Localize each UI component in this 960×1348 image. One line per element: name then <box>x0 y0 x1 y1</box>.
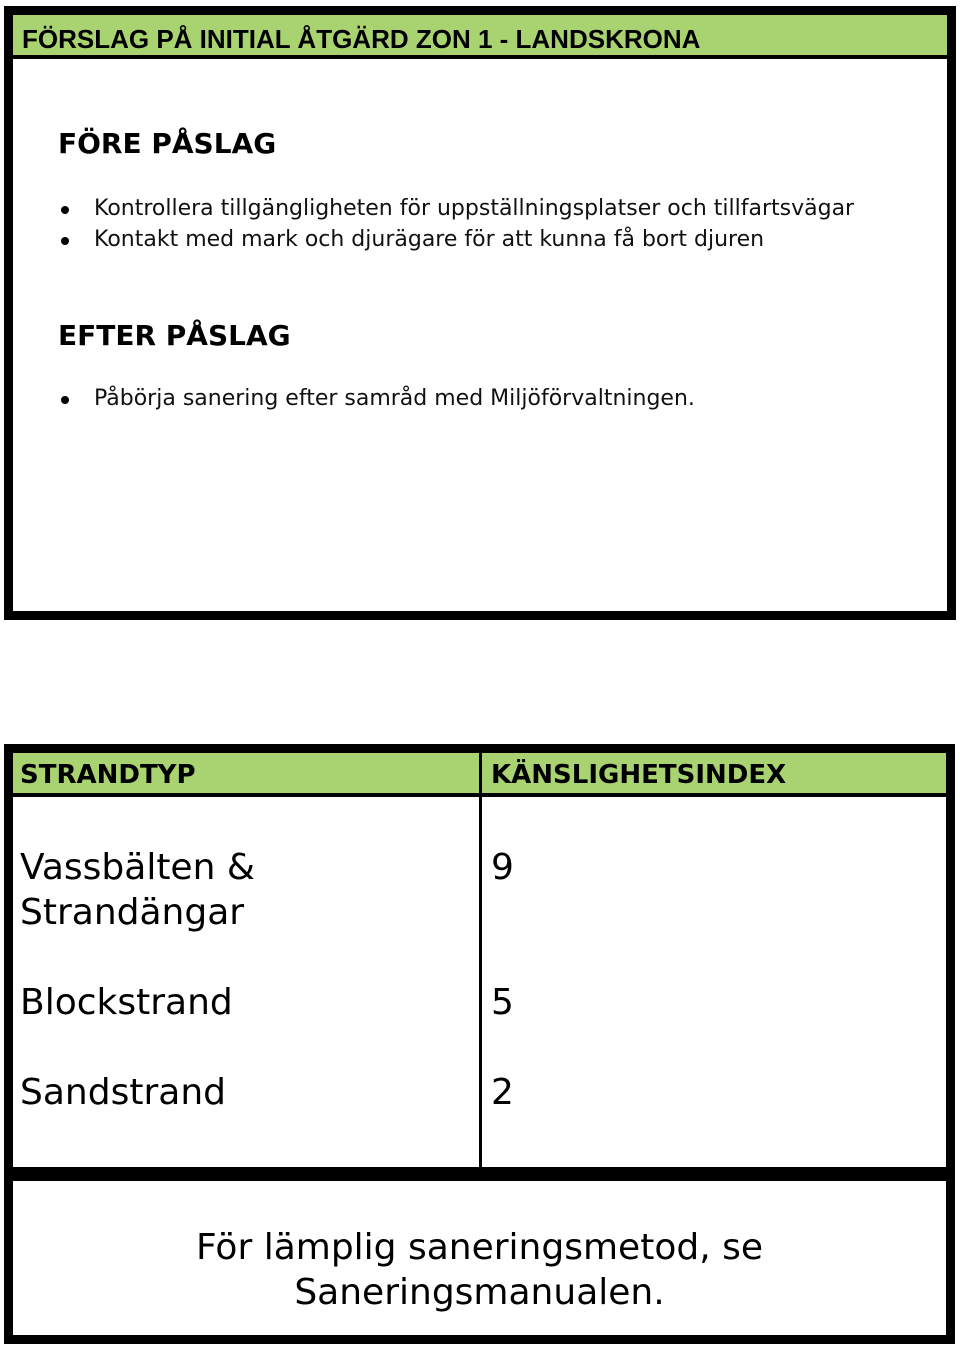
fore-paslag-heading: FÖRE PÅSLAG <box>58 127 277 160</box>
fore-paslag-list <box>61 193 854 255</box>
bullet-icon <box>61 206 69 214</box>
page-title: FÖRSLAG PÅ INITIAL ÅTGÄRD ZON 1 - LANDSKRONA <box>22 24 701 54</box>
index-cell: 9 <box>491 847 514 888</box>
column-header-strandtyp: STRANDTYP <box>20 760 196 790</box>
index-cell: 2 <box>491 1072 514 1113</box>
strandtyp-cell: Blockstrand <box>20 982 233 1023</box>
index-cell: 5 <box>491 982 514 1023</box>
list-item-text: Kontakt med mark och djurägare för att kunna få bort djuren <box>94 227 765 252</box>
strandtyp-cell: Sandstrand <box>20 1072 226 1113</box>
efter-paslag-heading: EFTER PÅSLAG <box>58 319 291 352</box>
footer-note: För lämplig saneringsmetod, se Saneringsmanualen. <box>196 1227 763 1313</box>
column-header-kanslighetsindex: KÄNSLIGHETSINDEX <box>491 760 787 790</box>
footer-note-box <box>4 1172 955 1344</box>
action-panel <box>4 6 956 620</box>
list-item-text: Kontrollera tillgängligheten för uppställningsplatser och tillfartsvägar <box>94 196 855 221</box>
bullet-icon <box>61 237 69 245</box>
list-item <box>61 193 854 224</box>
title-bar <box>13 15 947 59</box>
strandtyp-cell: Vassbälten & Strandängar <box>20 847 255 933</box>
list-item <box>61 224 854 255</box>
efter-paslag-list <box>61 383 695 414</box>
column-divider <box>479 753 482 1167</box>
list-item-text: Påbörja sanering efter samråd med Miljöförvaltningen. <box>94 386 695 411</box>
strandtyp-table <box>4 744 955 1176</box>
bullet-icon <box>61 396 69 404</box>
list-item <box>61 383 695 414</box>
